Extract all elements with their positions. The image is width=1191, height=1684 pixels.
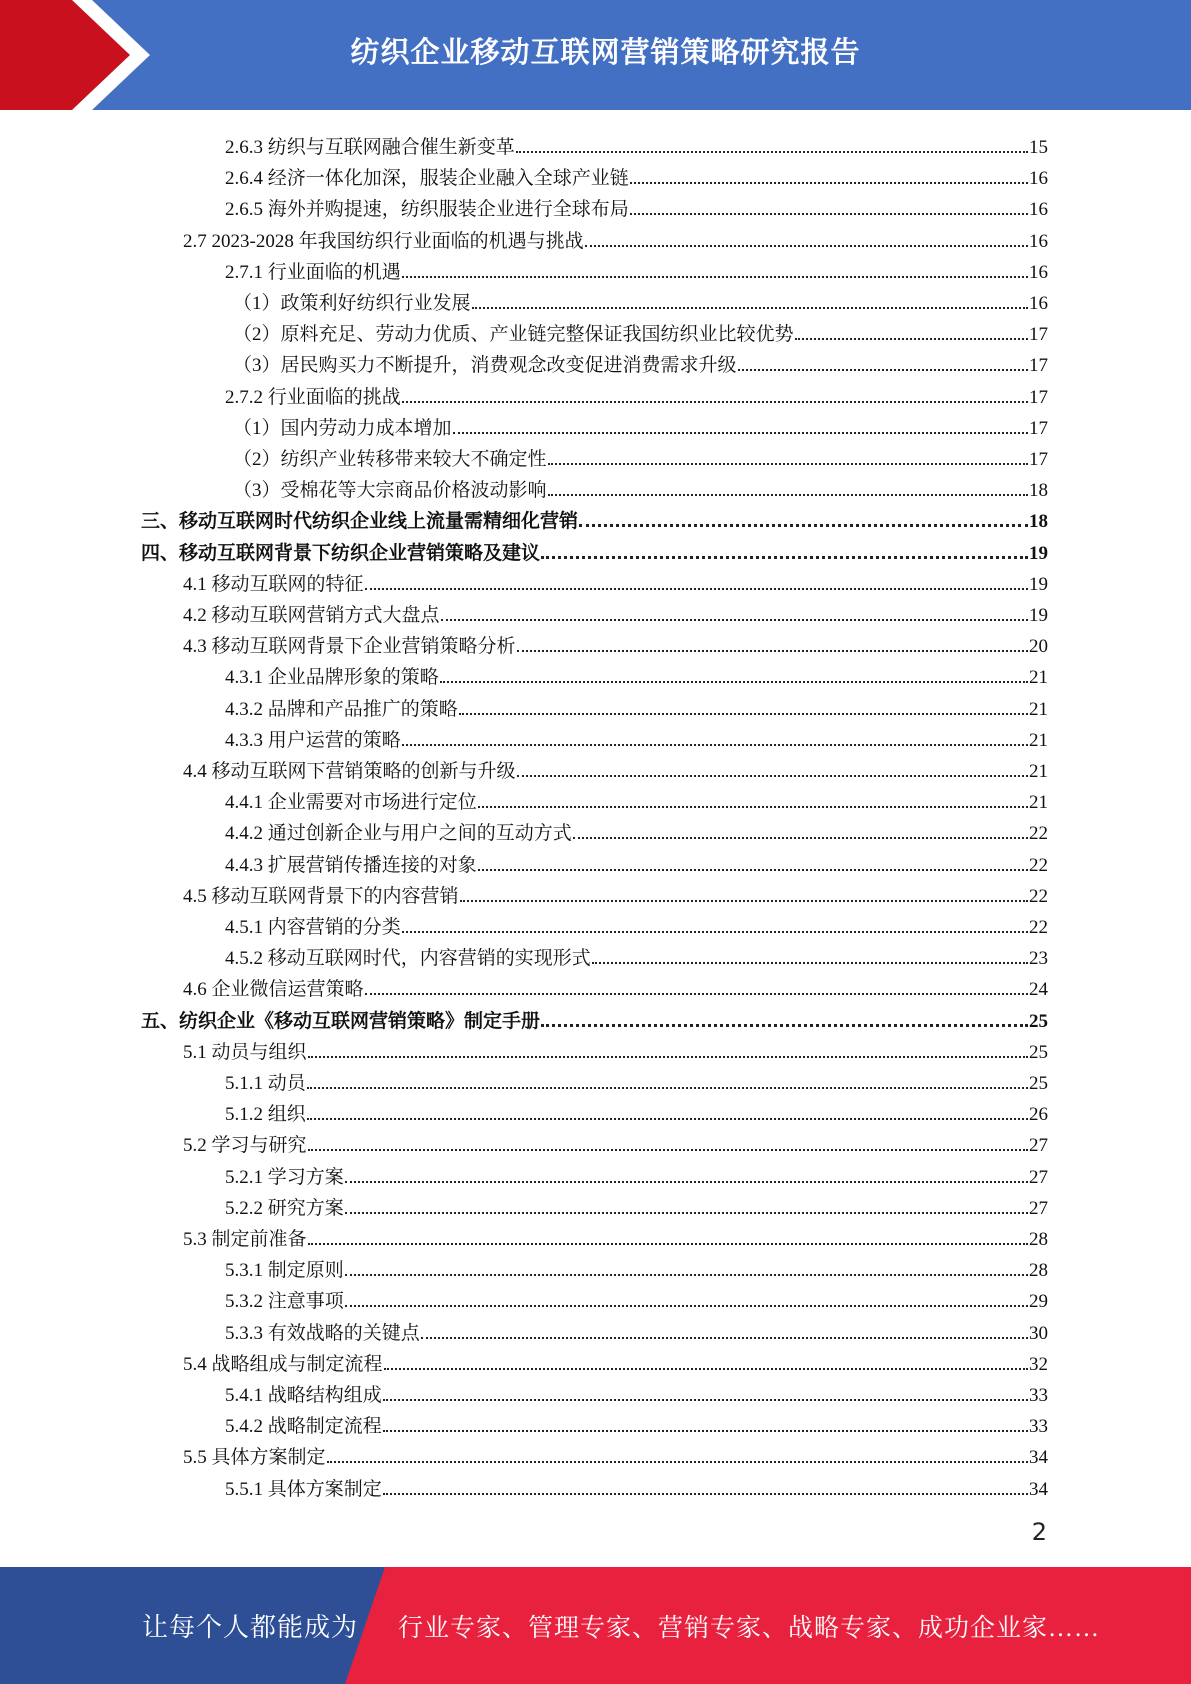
toc-entry-title: 4.4.3 扩展营销传播连接的对象 — [225, 854, 477, 876]
toc-entry-title: 2.6.4 经济一体化加深，服装企业融入全球产业链 — [225, 168, 629, 190]
toc-entry[interactable] — [183, 1126, 1048, 1157]
toc-entry[interactable] — [225, 1470, 1048, 1501]
toc-leader-dots — [541, 556, 1028, 559]
toc-entry[interactable] — [225, 378, 1048, 409]
page-number: 2 — [1031, 1518, 1047, 1546]
toc-entry[interactable] — [183, 596, 1048, 627]
toc-entry-page: 19 — [1029, 542, 1048, 564]
toc-leader-dots — [383, 1493, 1028, 1495]
toc-entry[interactable] — [225, 1251, 1048, 1282]
toc-entry-title: 4.1 移动互联网的特征 — [183, 573, 364, 595]
toc-entry-title: （3）受棉花等大宗商品价格波动影响 — [233, 480, 547, 502]
toc-entry-page: 25 — [1029, 1073, 1048, 1094]
toc-entry[interactable] — [225, 721, 1048, 752]
toc-entry[interactable] — [183, 627, 1048, 658]
toc-entry[interactable] — [225, 159, 1048, 190]
toc-entry-page: 23 — [1029, 948, 1048, 970]
report-title: 纺织企业移动互联网营销策略研究报告 — [350, 34, 861, 69]
toc-leader-dots — [573, 837, 1028, 839]
toc-entry-page: 33 — [1029, 1385, 1048, 1406]
toc-entry-title: 5.1.2 组织 — [225, 1104, 306, 1126]
toc-entry-page: 16 — [1029, 293, 1048, 314]
toc-entry-page: 22 — [1029, 854, 1048, 876]
toc-entry[interactable] — [233, 440, 1048, 471]
toc-leader-dots — [579, 524, 1028, 527]
toc-leader-dots — [365, 993, 1028, 995]
toc-leader-dots — [585, 245, 1028, 247]
toc-entry[interactable] — [141, 502, 1048, 533]
toc-entry[interactable] — [225, 1407, 1048, 1438]
toc-entry-title: 4.5 移动互联网背景下的内容营销 — [183, 885, 459, 907]
toc-entry[interactable] — [225, 814, 1048, 845]
toc-entry-page: 21 — [1029, 792, 1048, 814]
toc-entry-page: 16 — [1029, 199, 1048, 221]
toc-entry-page: 28 — [1029, 1229, 1048, 1250]
toc-leader-dots — [402, 276, 1028, 278]
toc-entry-title: 4.5.2 移动互联网时代，内容营销的实现形式 — [225, 948, 591, 970]
toc-entry[interactable] — [225, 1095, 1048, 1126]
toc-leader-dots — [345, 1305, 1028, 1307]
toc-entry-title: 5.4 战略组成与制定流程 — [183, 1353, 383, 1375]
toc-entry[interactable] — [233, 409, 1048, 440]
toc-entry-title: 2.7 2023-2028 年我国纺织行业面临的机遇与挑战 — [183, 230, 584, 252]
toc-entry[interactable] — [141, 1002, 1048, 1033]
toc-entry[interactable] — [183, 1345, 1048, 1376]
toc-leader-dots — [441, 619, 1028, 621]
toc-leader-dots — [402, 931, 1028, 933]
toc-leader-dots — [472, 307, 1028, 309]
toc-entry-title: （2）纺织产业转移带来较大不确定性 — [233, 449, 547, 470]
toc-entry-page: 15 — [1029, 137, 1048, 158]
toc-leader-dots — [548, 463, 1028, 465]
toc-leader-dots — [383, 1430, 1028, 1432]
toc-entry-page: 19 — [1029, 605, 1048, 626]
toc-entry-title: 5.3 制定前准备 — [183, 1229, 307, 1250]
toc-entry-page: 18 — [1029, 511, 1048, 533]
toc-entry-page: 34 — [1029, 1447, 1048, 1469]
toc-entry-page: 25 — [1029, 1010, 1048, 1032]
toc-entry-title: 5.5 具体方案制定 — [183, 1447, 326, 1469]
toc-entry[interactable] — [225, 939, 1048, 970]
toc-leader-dots — [383, 1399, 1028, 1401]
toc-entry-page: 18 — [1029, 480, 1048, 502]
toc-leader-dots — [453, 432, 1028, 434]
toc-entry-title: 2.6.5 海外并购提速，纺织服装企业进行全球布局 — [225, 199, 629, 221]
toc-entry-page: 26 — [1029, 1104, 1048, 1126]
toc-leader-dots — [345, 1181, 1028, 1183]
toc-leader-dots — [308, 1149, 1028, 1151]
toc-entry-page: 27 — [1029, 1166, 1048, 1188]
toc-entry-page: 17 — [1029, 417, 1048, 439]
toc-entry[interactable] — [225, 1189, 1048, 1220]
toc-entry-title: 5.2.1 学习方案 — [225, 1166, 344, 1188]
toc-entry-title: 5.5.1 具体方案制定 — [225, 1478, 382, 1500]
toc-entry-title: 2.7.1 行业面临的机遇 — [225, 261, 401, 283]
toc-entry-title: 5.3.2 注意事项 — [225, 1291, 344, 1313]
toc-leader-dots — [548, 494, 1028, 496]
toc-entry-title: 5.3.3 有效战略的关键点 — [225, 1322, 420, 1344]
toc-entry[interactable] — [225, 846, 1048, 877]
toc-leader-dots — [307, 1087, 1028, 1089]
toc-leader-dots — [440, 681, 1028, 683]
toc-leader-dots — [308, 1243, 1028, 1245]
toc-entry-title: 5.4.1 战略结构组成 — [225, 1385, 382, 1406]
toc-entry[interactable] — [225, 128, 1048, 159]
toc-entry-page: 25 — [1029, 1041, 1048, 1063]
toc-entry[interactable] — [183, 222, 1048, 253]
toc-leader-dots — [592, 962, 1028, 964]
toc-entry[interactable] — [141, 534, 1048, 565]
toc-entry-title: 5.1.1 动员 — [225, 1073, 306, 1094]
toc-leader-dots — [421, 1337, 1028, 1339]
toc-entry-page: 27 — [1029, 1135, 1048, 1157]
toc-entry-page: 21 — [1029, 761, 1048, 782]
footer-slogan-left: 让每个人都能成为 — [142, 1613, 359, 1642]
toc-entry-title: 4.3.3 用户运营的策略 — [225, 729, 401, 751]
toc-entry[interactable] — [183, 752, 1048, 783]
toc-entry-page: 34 — [1029, 1478, 1048, 1500]
toc-leader-dots — [630, 213, 1028, 215]
toc-entry-title: 4.2 移动互联网营销方式大盘点 — [183, 605, 440, 626]
toc-leader-dots — [365, 588, 1028, 590]
toc-leader-dots — [460, 900, 1028, 902]
toc-entry[interactable] — [225, 1314, 1048, 1345]
toc-entry-title: 五、纺织企业《移动互联网营销策略》制定手册 — [141, 1010, 541, 1032]
toc-leader-dots — [478, 806, 1028, 808]
toc-entry-title: （2）原料充足、劳动力优质、产业链完整保证我国纺织业比较优势 — [233, 324, 794, 346]
toc-entry-title: （1）国内劳动力成本增加 — [233, 417, 452, 439]
toc-entry-page: 33 — [1029, 1416, 1048, 1438]
toc-entry-title: （3）居民购买力不断提升，消费观念改变促进消费需求升级 — [233, 355, 737, 377]
toc-leader-dots — [327, 1461, 1028, 1463]
toc-leader-dots — [308, 1056, 1028, 1058]
toc-entry[interactable] — [225, 1282, 1048, 1313]
toc-entry-page: 21 — [1029, 698, 1048, 720]
toc-leader-dots — [795, 338, 1028, 340]
toc-entry[interactable] — [225, 253, 1048, 284]
toc-entry[interactable] — [225, 908, 1048, 939]
toc-entry[interactable] — [233, 471, 1048, 502]
toc-entry-title: 三、移动互联网时代纺织企业线上流量需精细化营销 — [141, 511, 579, 533]
toc-entry-page: 20 — [1029, 636, 1048, 658]
toc-entry-title: 5.3.1 制定原则 — [225, 1260, 344, 1282]
toc-entry-title: 4.4.2 通过创新企业与用户之间的互动方式 — [225, 823, 572, 845]
toc-entry-page: 24 — [1029, 979, 1048, 1001]
toc-leader-dots — [459, 713, 1028, 715]
toc-entry[interactable] — [225, 658, 1048, 689]
toc-entry-page: 32 — [1029, 1353, 1048, 1375]
toc-entry-title: 5.2.2 研究方案 — [225, 1197, 344, 1219]
toc-entry-page: 22 — [1029, 823, 1048, 845]
toc-leader-dots — [738, 369, 1028, 371]
report-footer — [0, 1567, 1191, 1684]
toc-entry[interactable] — [183, 565, 1048, 596]
toc-leader-dots — [384, 1368, 1028, 1370]
toc-entry-page: 30 — [1029, 1322, 1048, 1344]
toc-entry-page: 22 — [1029, 885, 1048, 907]
toc-leader-dots — [541, 1024, 1028, 1027]
toc-entry-title: 四、移动互联网背景下纺织企业营销策略及建议 — [141, 542, 541, 564]
toc-entry-page: 28 — [1029, 1260, 1048, 1282]
toc-entry-title: 2.7.2 行业面临的挑战 — [225, 386, 401, 408]
toc-entry-title: 4.4.1 企业需要对市场进行定位 — [225, 792, 477, 814]
report-header — [0, 0, 1191, 110]
toc-entry-title: 4.3.1 企业品牌形象的策略 — [225, 667, 439, 689]
toc-entry[interactable] — [183, 1220, 1048, 1251]
toc-entry[interactable] — [225, 1376, 1048, 1407]
toc-entry[interactable] — [183, 877, 1048, 908]
toc-entry-title: 5.4.2 战略制定流程 — [225, 1416, 382, 1438]
toc-entry-page: 16 — [1029, 230, 1048, 252]
toc-entry[interactable] — [225, 690, 1048, 721]
toc-entry-page: 17 — [1029, 355, 1048, 377]
toc-entry[interactable] — [233, 315, 1048, 346]
toc-entry-page: 21 — [1029, 667, 1048, 689]
toc-entry[interactable] — [225, 1158, 1048, 1189]
toc-entry-page: 17 — [1029, 324, 1048, 346]
footer-slogan-right: 行业专家、管理专家、营销专家、战略专家、成功企业家…… — [398, 1614, 1101, 1642]
toc-leader-dots — [630, 182, 1028, 184]
toc-entry-page: 16 — [1029, 168, 1048, 190]
toc-entry-title: 4.6 企业微信运营策略 — [183, 979, 364, 1001]
toc-entry[interactable] — [225, 783, 1048, 814]
toc-entry-page: 16 — [1029, 261, 1048, 283]
toc-entry-title: 5.1 动员与组织 — [183, 1041, 307, 1063]
toc-entry-page: 19 — [1029, 573, 1048, 595]
toc-leader-dots — [345, 1274, 1028, 1276]
toc-entry-title: （1）政策利好纺织行业发展 — [233, 293, 471, 314]
toc-leader-dots — [307, 1118, 1028, 1120]
toc-entry[interactable] — [233, 284, 1048, 315]
toc-entry[interactable] — [225, 190, 1048, 221]
toc-entry-title: 4.4 移动互联网下营销策略的创新与升级 — [183, 761, 516, 782]
toc-entry[interactable] — [183, 1033, 1048, 1064]
toc-entry[interactable] — [225, 1064, 1048, 1095]
toc-entry[interactable] — [183, 1438, 1048, 1469]
toc-leader-dots — [478, 869, 1028, 871]
toc-entry-page: 29 — [1029, 1291, 1048, 1313]
toc-leader-dots — [517, 775, 1028, 777]
toc-entry-title: 4.3.2 品牌和产品推广的策略 — [225, 698, 458, 720]
toc-leader-dots — [517, 650, 1028, 652]
toc-entry-page: 27 — [1029, 1197, 1048, 1219]
toc-entry-title: 2.6.3 纺织与互联网融合催生新变革 — [225, 137, 515, 158]
toc-entry[interactable] — [233, 346, 1048, 377]
toc-entry-page: 17 — [1029, 386, 1048, 408]
toc-entry[interactable] — [183, 970, 1048, 1001]
toc-entry-title: 4.5.1 内容营销的分类 — [225, 917, 401, 938]
toc-leader-dots — [516, 151, 1028, 153]
toc-entry-title: 5.2 学习与研究 — [183, 1135, 307, 1157]
toc-entry-title: 4.3 移动互联网背景下企业营销策略分析 — [183, 636, 516, 658]
toc-entry-page: 21 — [1029, 729, 1048, 751]
toc-leader-dots — [345, 1212, 1028, 1214]
toc-entry-page: 22 — [1029, 917, 1048, 938]
toc-leader-dots — [402, 401, 1028, 403]
toc-entry-page: 17 — [1029, 449, 1048, 470]
toc-leader-dots — [402, 744, 1028, 746]
